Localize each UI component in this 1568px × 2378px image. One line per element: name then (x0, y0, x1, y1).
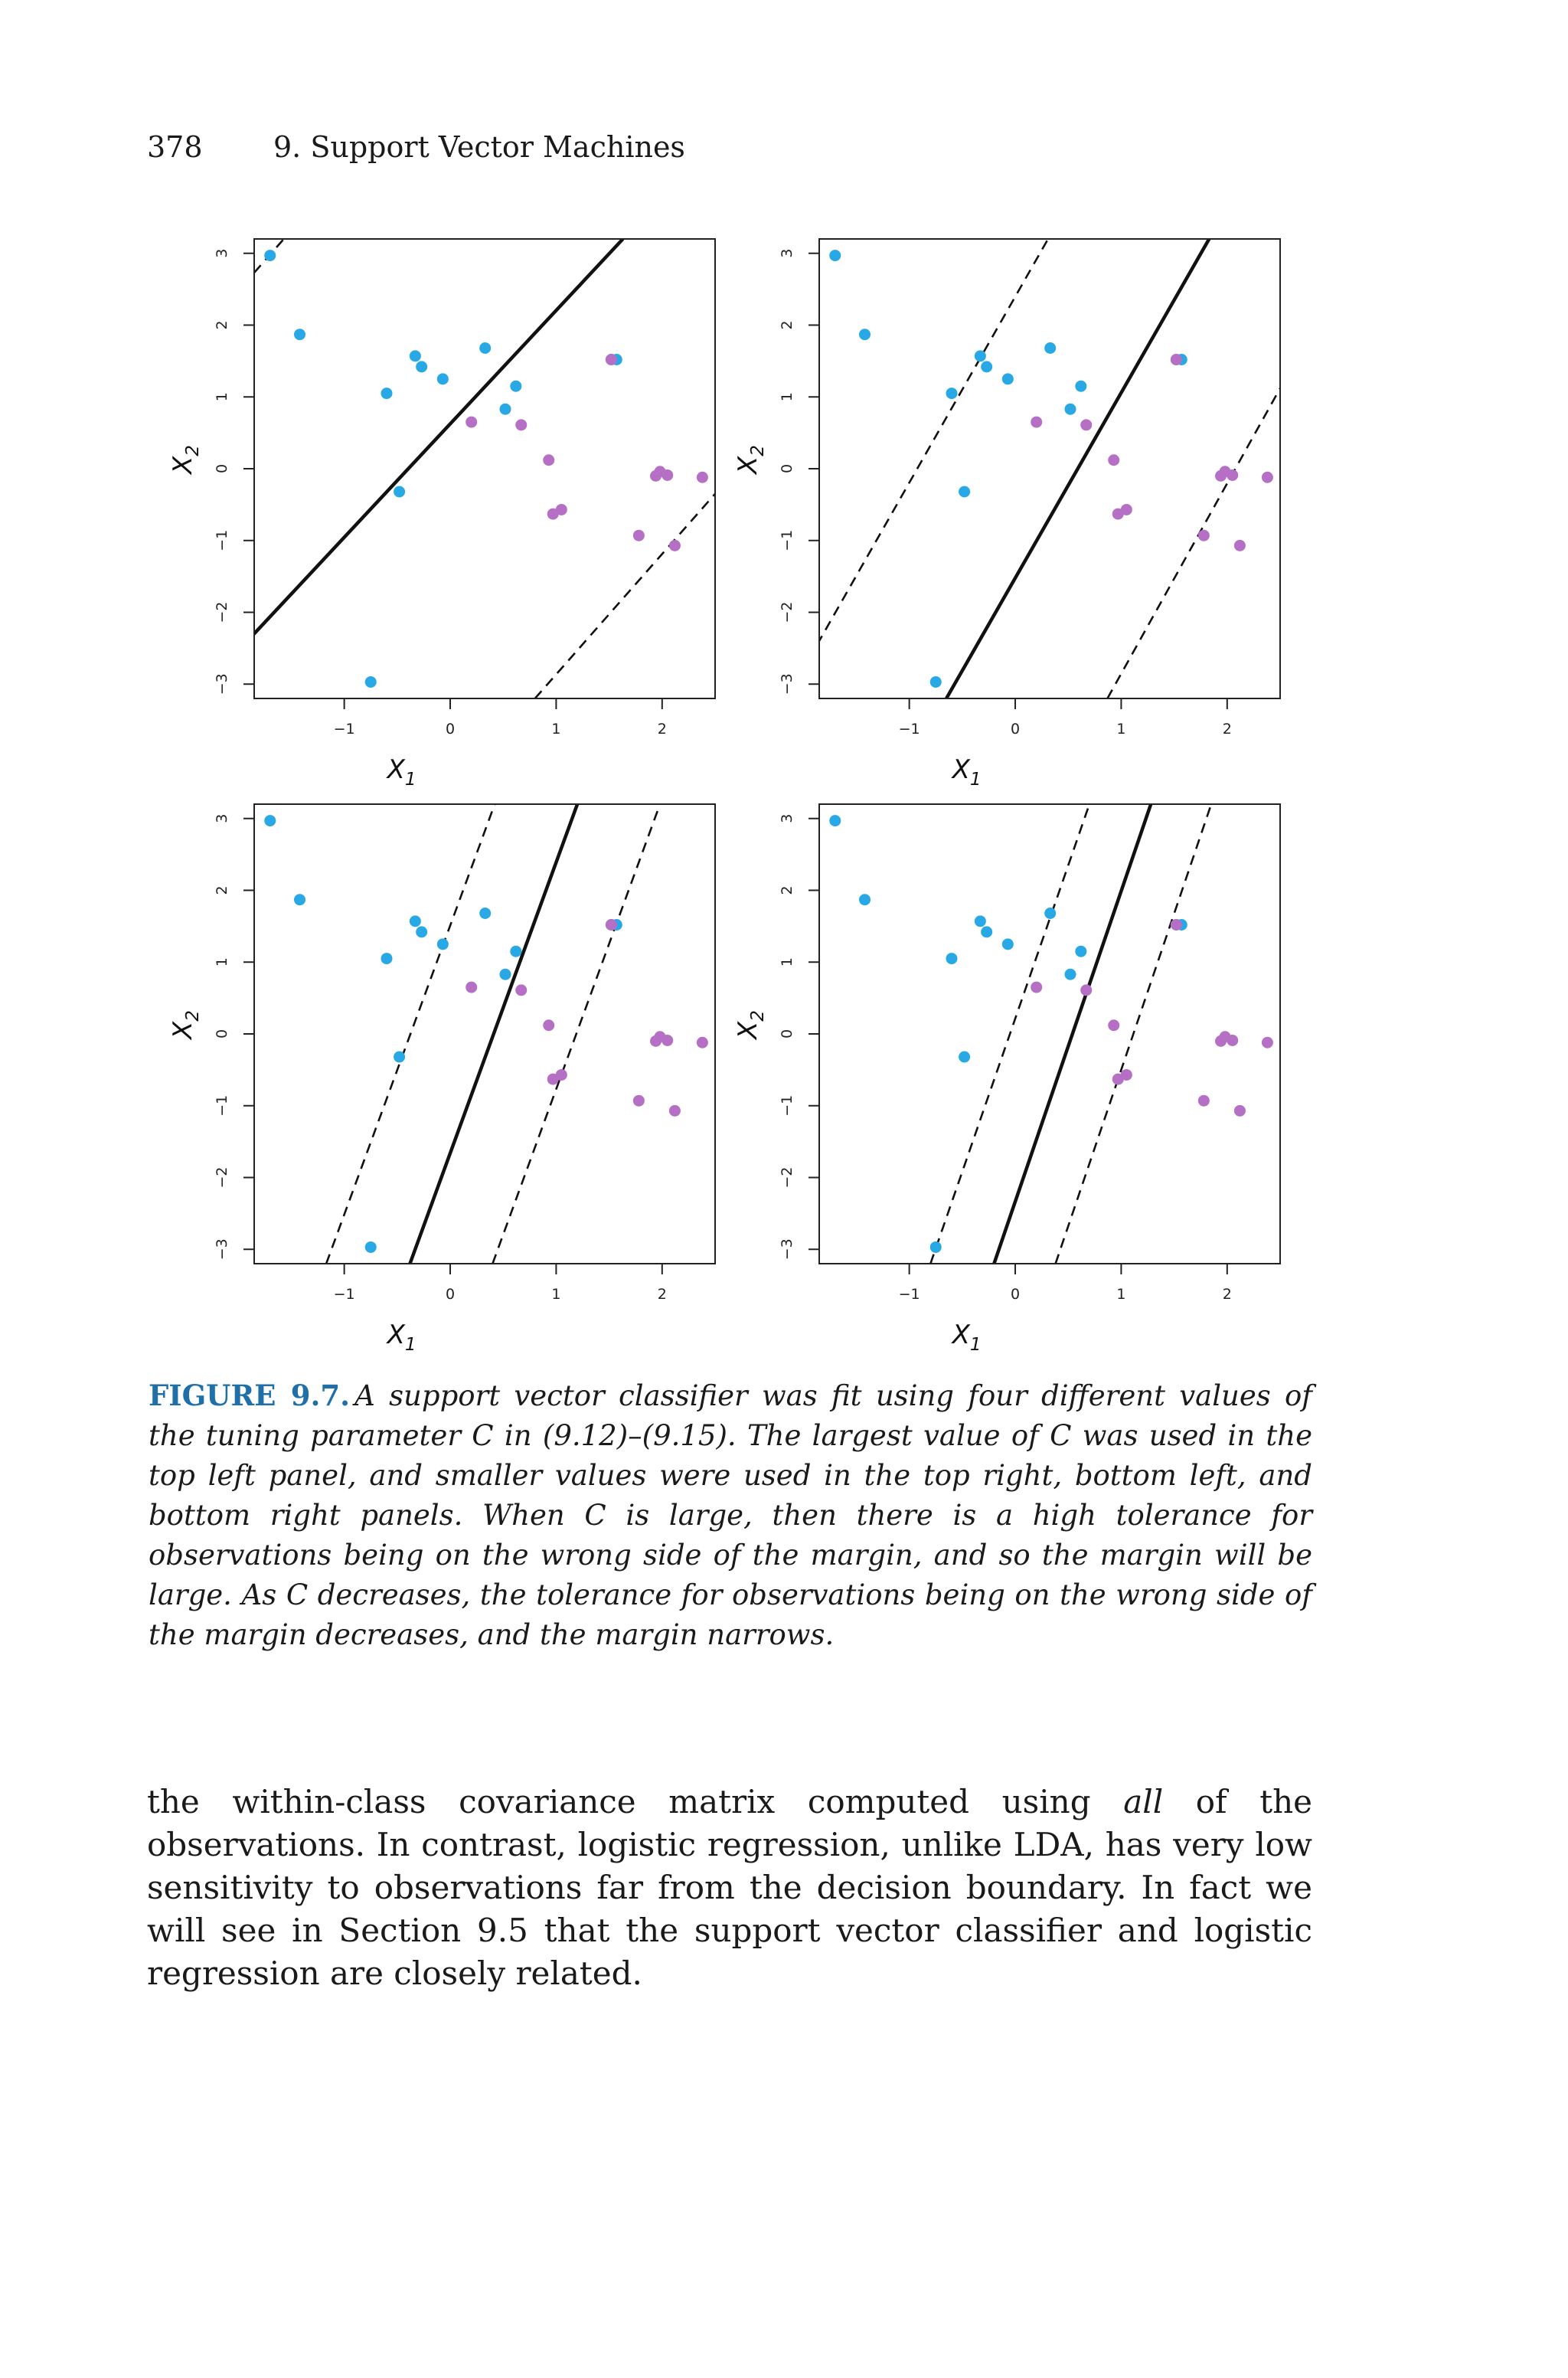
plot-frame (819, 239, 1280, 698)
plot-frame (254, 804, 715, 1264)
plot-frame (819, 804, 1280, 1264)
point-class-purple (1227, 1035, 1238, 1046)
x-tick-label: 2 (1222, 1286, 1232, 1303)
x-axis-label (951, 1320, 982, 1355)
point-class-blue (829, 250, 841, 261)
point-class-purple (697, 1037, 708, 1048)
body-text (147, 1781, 1312, 1995)
y-tick-label: 3 (779, 248, 795, 258)
point-class-blue (381, 388, 392, 399)
point-class-blue (1075, 946, 1086, 957)
y-tick-label: 1 (779, 957, 795, 967)
point-class-blue (264, 815, 276, 826)
point-class-blue (829, 815, 841, 826)
y-tick-label: 0 (214, 463, 230, 474)
hyperplane-line (410, 804, 577, 1264)
x-tick-label: 1 (551, 1286, 561, 1303)
point-class-purple (1262, 1037, 1273, 1048)
y-tick-label: 2 (779, 320, 795, 330)
x-axis-label-symbol: X (387, 1320, 405, 1350)
point-class-blue (294, 329, 305, 340)
point-class-blue (416, 361, 427, 372)
point-class-purple (669, 1105, 681, 1117)
point-class-blue (499, 969, 511, 980)
point-class-purple (662, 1035, 673, 1046)
figure-caption (149, 1375, 1312, 1655)
point-class-blue (975, 915, 986, 927)
body-text-end: of the observations. In contrast, logistic regression, unlike LDA, has very low sensitivity to observations far from the decision boundary. In fact we will see in Section 9.5 that the support vector classifier and logistic regression are closely related. (147, 1783, 1312, 1992)
y-axis-label-subscript: 2 (748, 1010, 768, 1022)
y-tick-label: 0 (779, 463, 795, 474)
point-class-purple (556, 1069, 567, 1081)
x-axis-label-subscript: 1 (404, 1335, 416, 1355)
point-class-purple (1108, 1019, 1119, 1031)
margin-line (326, 804, 495, 1264)
point-class-purple (543, 1019, 554, 1031)
point-class-blue (264, 250, 276, 261)
point-class-purple (633, 530, 645, 541)
point-class-purple (1227, 469, 1238, 481)
x-tick-label: −1 (333, 1286, 355, 1303)
y-axis-label-subscript: 2 (183, 445, 203, 456)
point-class-purple (1198, 1095, 1210, 1107)
y-tick-label: −2 (779, 1166, 795, 1189)
y-tick-label: −3 (214, 673, 230, 695)
x-axis-label-subscript: 1 (404, 770, 416, 790)
x-tick-label: −1 (333, 721, 355, 738)
point-class-blue (479, 342, 491, 354)
y-tick-label: 1 (779, 392, 795, 402)
point-class-blue (1002, 373, 1014, 384)
point-class-blue (930, 1241, 942, 1253)
svc-panel-3 (168, 804, 715, 1355)
x-axis-label-symbol: X (952, 754, 970, 785)
hyperplane-line (946, 239, 1209, 698)
margin-line (535, 494, 715, 698)
point-class-purple (556, 504, 567, 515)
y-axis-label (168, 1010, 203, 1041)
point-class-purple (633, 1095, 645, 1107)
point-class-purple (1198, 530, 1210, 541)
point-class-purple (1031, 417, 1042, 428)
x-tick-label: 2 (657, 1286, 667, 1303)
y-axis-label (168, 445, 203, 476)
point-class-purple (466, 417, 477, 428)
point-class-blue (946, 388, 957, 399)
point-class-purple (606, 354, 617, 365)
point-class-blue (959, 1052, 970, 1063)
y-tick-label: −2 (779, 601, 795, 623)
margin-line (1056, 804, 1211, 1264)
point-class-purple (1262, 472, 1273, 483)
margin-line (1107, 388, 1280, 698)
y-axis-label (733, 1010, 768, 1041)
point-class-blue (365, 676, 377, 688)
point-class-blue (510, 946, 521, 957)
y-axis-label-symbol: X (168, 1021, 198, 1039)
point-class-purple (1121, 1069, 1132, 1081)
point-class-purple (662, 469, 673, 481)
point-class-blue (437, 373, 449, 384)
body-text-start: the within-class covariance matrix computed using (147, 1783, 1124, 1820)
chapter-title: 9. Support Vector Machines (273, 130, 685, 164)
x-axis-label (386, 1320, 416, 1355)
point-class-blue (1044, 342, 1056, 354)
point-class-blue (437, 938, 449, 950)
point-class-purple (1234, 540, 1246, 551)
x-axis-label-subscript: 1 (969, 770, 982, 790)
y-tick-label: 0 (779, 1029, 795, 1039)
point-class-purple (543, 454, 554, 466)
point-class-blue (479, 908, 491, 919)
y-tick-label: 0 (214, 1029, 230, 1039)
y-tick-label: −3 (779, 673, 795, 695)
point-class-purple (1108, 454, 1119, 466)
page-number: 378 (147, 130, 203, 164)
point-class-blue (410, 915, 421, 927)
svc-panel-2 (733, 239, 1280, 790)
x-tick-label: 0 (1010, 721, 1021, 738)
point-class-blue (959, 486, 970, 498)
point-class-blue (381, 953, 392, 964)
point-class-blue (416, 926, 427, 937)
point-class-blue (1075, 381, 1086, 392)
point-class-purple (1234, 1105, 1246, 1117)
caption-text: A support vector classifier was fit using four different values of the tuning parameter C in (9.12)–(9.15). The largest value of C was used in the top left panel, and smaller values were used in the top right, bottom left, and bottom right panels. When C is large, then there is a high tolerance for observations being on the wrong side of the margin, and so the margin will be large. As C decreases, the tolerance for observations being on the wrong side of the margin decreases, and the margin narrows. (149, 1379, 1313, 1651)
y-axis-label-symbol: X (733, 456, 763, 474)
y-tick-label: −1 (779, 1094, 795, 1117)
point-class-blue (981, 926, 992, 937)
margin-line (492, 804, 660, 1264)
y-axis-label-subscript: 2 (748, 445, 768, 456)
y-tick-label: 2 (214, 320, 230, 330)
x-tick-label: 0 (445, 721, 456, 738)
point-class-purple (1171, 919, 1182, 931)
point-class-blue (394, 1052, 405, 1063)
x-axis-label (951, 754, 982, 790)
y-tick-label: 1 (214, 957, 230, 967)
y-tick-label: −1 (214, 529, 230, 551)
point-class-purple (515, 984, 527, 996)
x-tick-label: 1 (551, 721, 561, 738)
point-class-blue (499, 404, 511, 415)
point-class-blue (365, 1241, 377, 1253)
point-class-blue (1064, 969, 1076, 980)
plot-frame (254, 239, 715, 698)
hyperplane-line (252, 239, 622, 636)
x-axis-label-subscript: 1 (969, 1335, 982, 1355)
point-class-purple (1171, 354, 1182, 365)
y-tick-label: 2 (779, 885, 795, 895)
x-tick-label: −1 (898, 1286, 920, 1303)
y-tick-label: 3 (214, 813, 230, 823)
point-class-purple (1080, 984, 1092, 996)
x-tick-label: −1 (898, 721, 920, 738)
point-class-blue (1064, 404, 1076, 415)
svc-panel-4 (733, 804, 1280, 1355)
y-tick-label: 1 (214, 392, 230, 402)
x-axis-label (386, 754, 416, 790)
x-axis-label-symbol: X (952, 1320, 970, 1350)
y-tick-label: −1 (214, 1094, 230, 1117)
x-axis-label-symbol: X (387, 754, 405, 785)
x-tick-label: 1 (1116, 721, 1126, 738)
y-tick-label: 3 (779, 813, 795, 823)
point-class-blue (394, 486, 405, 498)
y-axis-label-subscript: 2 (183, 1010, 203, 1022)
svc-panel-1 (168, 239, 715, 790)
y-tick-label: 3 (214, 248, 230, 258)
y-axis-label (733, 445, 768, 476)
caption-label: FIGURE 9.7. (149, 1379, 351, 1412)
point-class-blue (1002, 938, 1014, 950)
x-tick-label: 0 (445, 1286, 456, 1303)
y-axis-label-symbol: X (733, 1021, 763, 1039)
point-class-purple (1080, 419, 1092, 430)
point-class-blue (859, 894, 871, 905)
point-class-blue (510, 381, 521, 392)
point-class-purple (697, 472, 708, 483)
y-axis-label-symbol: X (168, 456, 198, 474)
body-paragraph (147, 1781, 1312, 1995)
y-tick-label: −3 (214, 1238, 230, 1261)
x-tick-label: 1 (1116, 1286, 1126, 1303)
point-class-blue (1044, 908, 1056, 919)
point-class-purple (669, 540, 681, 551)
point-class-purple (466, 982, 477, 993)
y-tick-label: −2 (214, 1166, 230, 1189)
margin-line (930, 804, 1089, 1264)
point-class-purple (1121, 504, 1132, 515)
y-tick-label: 2 (214, 885, 230, 895)
y-tick-label: −1 (779, 529, 795, 551)
hyperplane-line (994, 804, 1151, 1264)
point-class-blue (294, 894, 305, 905)
point-class-blue (946, 953, 957, 964)
x-tick-label: 2 (657, 721, 667, 738)
point-class-blue (410, 350, 421, 361)
point-class-blue (930, 676, 942, 688)
point-class-blue (981, 361, 992, 372)
x-tick-label: 2 (1222, 721, 1232, 738)
y-tick-label: −3 (779, 1238, 795, 1261)
point-class-purple (1031, 982, 1042, 993)
point-class-purple (606, 919, 617, 931)
y-tick-label: −2 (214, 601, 230, 623)
point-class-purple (515, 419, 527, 430)
body-text-emphasis: all (1123, 1783, 1164, 1820)
point-class-blue (859, 329, 871, 340)
point-class-blue (975, 350, 986, 361)
x-tick-label: 0 (1010, 1286, 1021, 1303)
